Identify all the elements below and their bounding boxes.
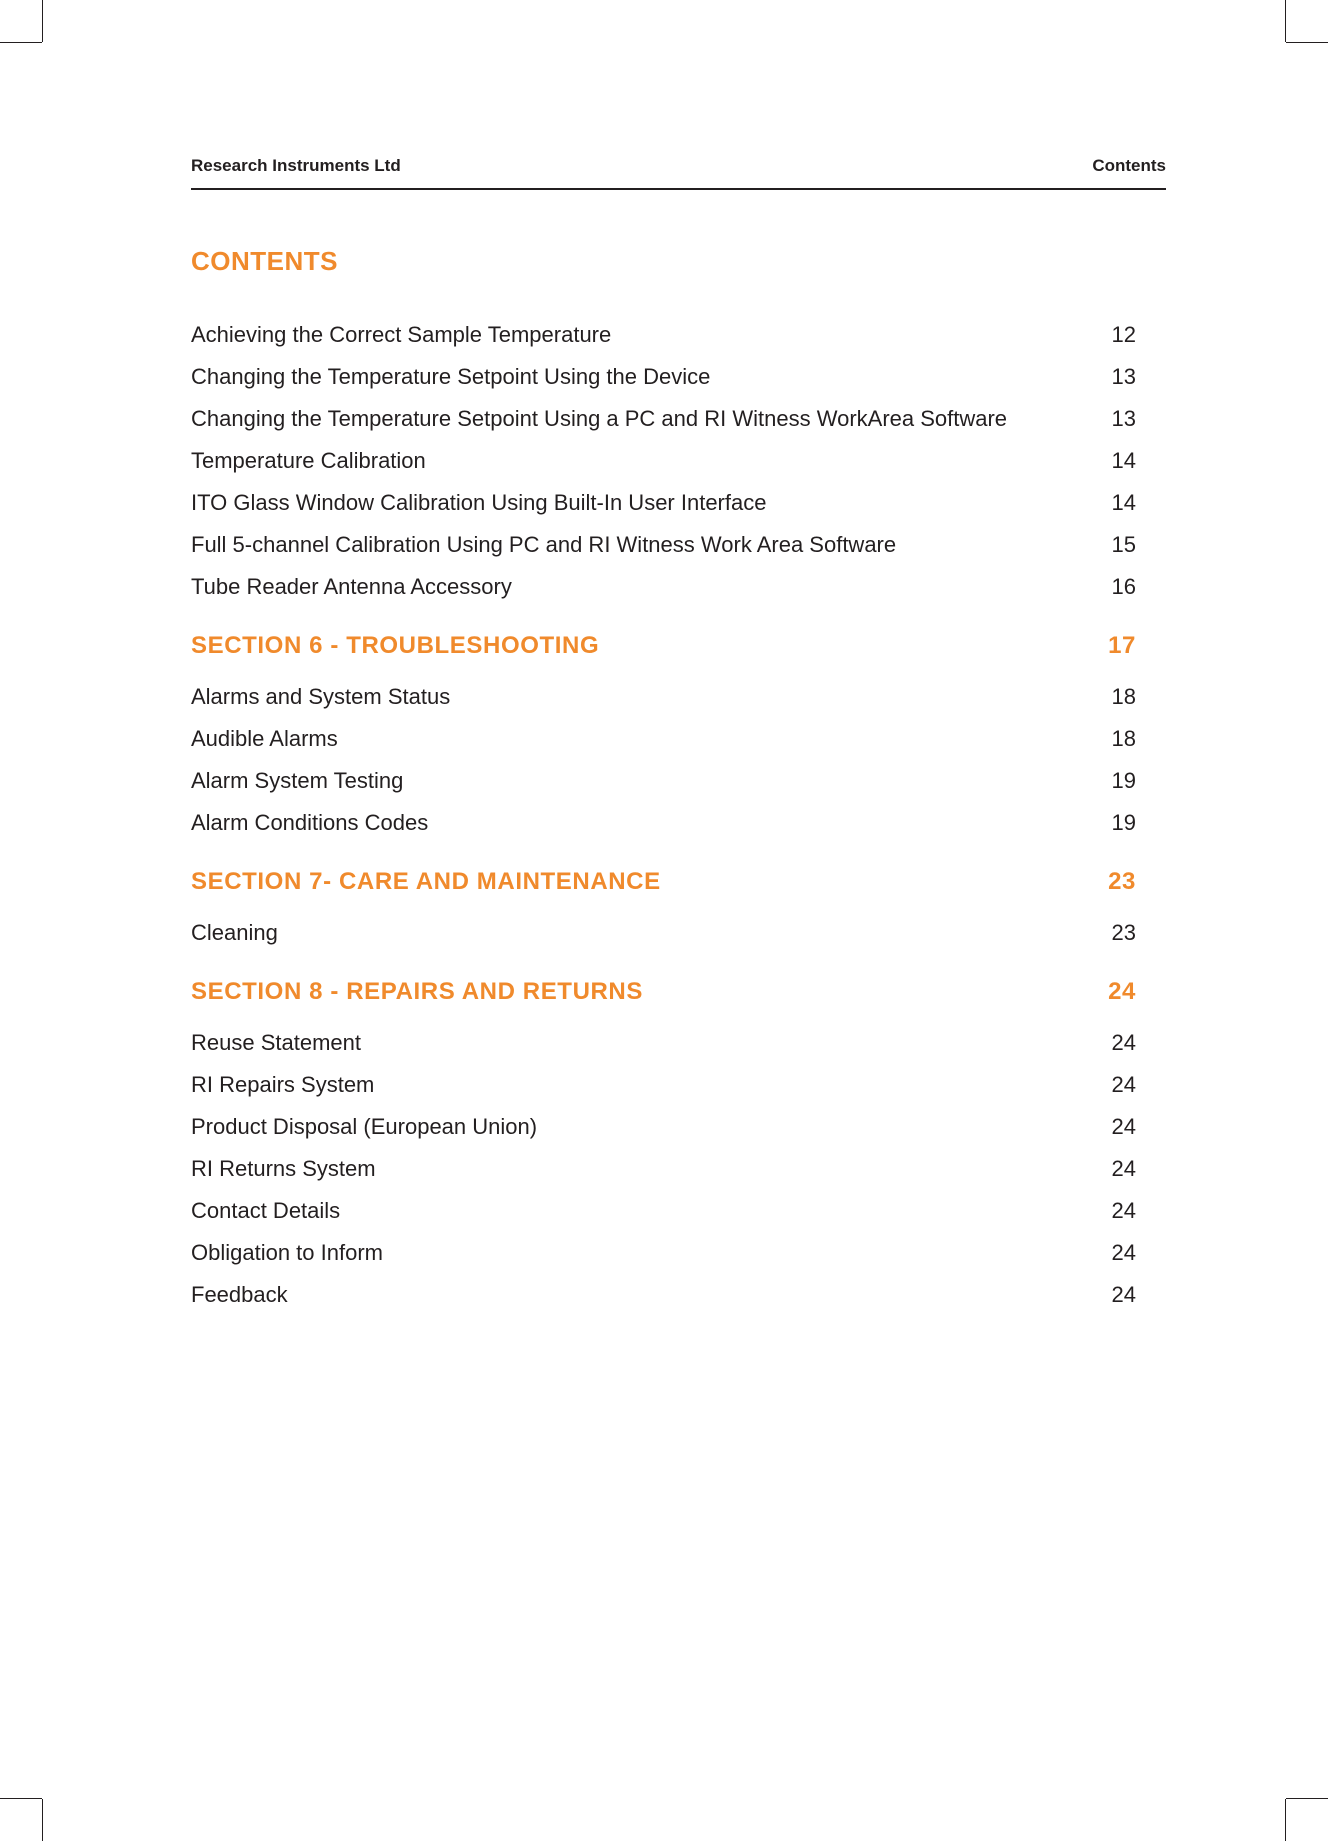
crop-mark xyxy=(1286,42,1328,43)
toc-entry-title: Tube Reader Antenna Accessory xyxy=(191,574,512,599)
header-company: Research Instruments Ltd xyxy=(191,156,401,175)
crop-mark xyxy=(1286,1798,1328,1799)
toc-entry-title: Obligation to Inform xyxy=(191,1240,383,1265)
toc-page-number: 15 xyxy=(1111,532,1136,557)
toc-entry-title: Cleaning xyxy=(191,920,278,945)
toc-page-number: 23 xyxy=(1111,920,1136,945)
crop-mark xyxy=(1285,1799,1286,1841)
toc-entry[interactable] xyxy=(191,1232,1136,1274)
crop-mark xyxy=(0,1798,42,1799)
toc-entry-title: Changing the Temperature Setpoint Using the Device xyxy=(191,364,711,389)
toc-entry-title: Alarm Conditions Codes xyxy=(191,810,429,835)
toc-page-number: 24 xyxy=(1111,1114,1136,1139)
toc-entry[interactable] xyxy=(191,760,1136,802)
crop-mark xyxy=(42,0,43,42)
toc-entry-title: Audible Alarms xyxy=(191,726,338,751)
toc-entry[interactable] xyxy=(191,1022,1136,1064)
toc-entry-title: SECTION 8 - REPAIRS AND RETURNS xyxy=(191,978,643,1005)
toc-page-number: 14 xyxy=(1111,490,1136,515)
toc-section-heading[interactable] xyxy=(191,622,1136,670)
toc-entry-title: RI Repairs System xyxy=(191,1072,375,1097)
toc-page-number: 24 xyxy=(1111,1156,1136,1181)
toc-page-number: 19 xyxy=(1111,768,1136,793)
toc-entry-title: Feedback xyxy=(191,1282,288,1307)
toc-page-number: 24 xyxy=(1111,1240,1136,1265)
toc-entry[interactable] xyxy=(191,802,1136,844)
crop-mark xyxy=(0,42,42,43)
toc-entry[interactable] xyxy=(191,566,1136,608)
running-header xyxy=(191,156,1166,190)
toc-entry-title: Alarm System Testing xyxy=(191,768,404,793)
toc-page-number: 16 xyxy=(1111,574,1136,599)
toc-entry[interactable] xyxy=(191,482,1136,524)
toc-entry[interactable] xyxy=(191,398,1136,440)
crop-mark xyxy=(42,1799,43,1841)
toc-page-number: 18 xyxy=(1111,726,1136,751)
toc-entry-title: Full 5-channel Calibration Using PC and RI Witness Work Area Software xyxy=(191,532,897,557)
toc-entry[interactable] xyxy=(191,524,1136,566)
toc-page-number: 24 xyxy=(1111,1072,1136,1097)
toc-page-number: 19 xyxy=(1111,810,1136,835)
toc-entry-title: Changing the Temperature Setpoint Using a PC and RI Witness WorkArea Software xyxy=(191,406,1008,431)
toc-page-number: 23 xyxy=(1108,868,1136,895)
toc-entry-title: ITO Glass Window Calibration Using Built-In User Interface xyxy=(191,490,767,515)
toc-entry-title: Alarms and System Status xyxy=(191,684,451,709)
toc-entry[interactable] xyxy=(191,1148,1136,1190)
toc-entry[interactable] xyxy=(191,1064,1136,1106)
crop-mark xyxy=(1285,0,1286,42)
toc-page-number: 18 xyxy=(1111,684,1136,709)
toc-entry[interactable] xyxy=(191,1190,1136,1232)
toc-entry[interactable] xyxy=(191,440,1136,482)
toc-entry-title: SECTION 6 - TROUBLESHOOTING xyxy=(191,632,600,659)
toc-entry-title: Contact Details xyxy=(191,1198,341,1223)
toc-entry[interactable] xyxy=(191,718,1136,760)
table-of-contents xyxy=(191,314,1136,1316)
toc-entry[interactable] xyxy=(191,1106,1136,1148)
toc-page-number: 14 xyxy=(1111,448,1136,473)
toc-page-number: 13 xyxy=(1111,364,1136,389)
toc-entry-title: Reuse Statement xyxy=(191,1030,361,1055)
toc-entry-title: RI Returns System xyxy=(191,1156,376,1181)
toc-section-heading[interactable] xyxy=(191,968,1136,1016)
toc-page-number: 24 xyxy=(1111,1030,1136,1055)
toc-entry[interactable] xyxy=(191,314,1136,356)
toc-entry-title: Temperature Calibration xyxy=(191,448,426,473)
toc-entry-title: SECTION 7- CARE AND MAINTENANCE xyxy=(191,868,661,895)
toc-entry[interactable] xyxy=(191,1274,1136,1316)
toc-entry[interactable] xyxy=(191,912,1136,954)
toc-entry[interactable] xyxy=(191,356,1136,398)
toc-page-number: 12 xyxy=(1111,322,1136,347)
header-section: Contents xyxy=(1092,156,1166,175)
toc-page-number: 24 xyxy=(1108,978,1136,1005)
toc-page-number: 13 xyxy=(1111,406,1136,431)
toc-entry[interactable] xyxy=(191,676,1136,718)
toc-page-number: 24 xyxy=(1111,1198,1136,1223)
toc-section-heading[interactable] xyxy=(191,858,1136,906)
toc-entry-title: Achieving the Correct Sample Temperature xyxy=(191,322,612,347)
toc-entry-title: Product Disposal (European Union) xyxy=(191,1114,538,1139)
page-title: CONTENTS xyxy=(191,246,338,276)
toc-page-number: 17 xyxy=(1108,632,1136,659)
toc-page-number: 24 xyxy=(1111,1282,1136,1307)
